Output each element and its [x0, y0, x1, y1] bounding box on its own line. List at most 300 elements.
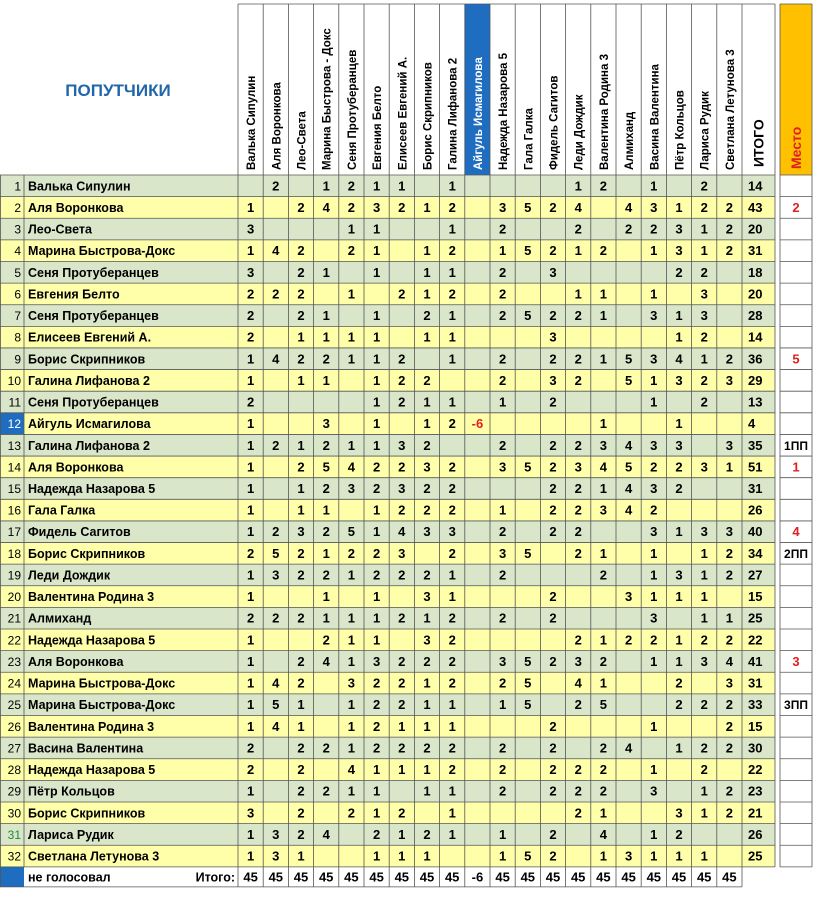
table-row [0, 218, 775, 240]
table-row [0, 564, 775, 586]
row-index: 24 [7, 676, 21, 691]
row-index: 22 [7, 633, 21, 648]
vote-cell: 3 [347, 480, 356, 496]
vote-cell: 2 [549, 502, 557, 518]
vote-cell: 1 [246, 653, 255, 669]
vote-cell: 2 [725, 740, 734, 756]
footer-total: 45 [646, 869, 662, 885]
vote-cell: 4 [624, 502, 633, 518]
vote-cell: 2 [448, 459, 456, 475]
vote-cell: 2 [297, 459, 305, 475]
vote-cell: 1 [574, 178, 582, 194]
vote-cell: 3 [498, 199, 507, 215]
row-name: Васина Валентина [28, 741, 144, 756]
vote-cell: 1 [498, 697, 507, 713]
vote-cell: 1 [322, 178, 330, 194]
row-index: 2 [14, 200, 21, 215]
vote-cell: 1 [725, 459, 734, 475]
vote-cell: 2 [246, 394, 255, 410]
vote-cell: 2 [297, 545, 305, 561]
vote-cell: 2 [498, 740, 507, 756]
vote-cell: 2 [322, 783, 330, 799]
vote-cell: 2 [599, 783, 608, 799]
vote-cell: 1 [246, 697, 255, 713]
place-cell [780, 824, 812, 846]
row-total: 13 [748, 394, 763, 410]
vote-cell: 2 [423, 567, 431, 583]
vote-cell: 5 [524, 308, 532, 324]
vote-cell: 2 [297, 805, 305, 821]
vote-cell: 2 [246, 545, 255, 561]
vote-cell: 2 [372, 545, 381, 561]
row-total: 25 [748, 610, 763, 626]
vote-cell: 2 [574, 783, 582, 799]
row-total: 35 [748, 437, 763, 453]
vote-cell: 2 [272, 610, 280, 626]
vote-cell: 4 [322, 199, 330, 215]
vote-cell: 2 [322, 567, 330, 583]
row-total: 31 [748, 243, 763, 259]
row-index: 7 [14, 309, 21, 324]
vote-cell: 3 [246, 805, 255, 821]
row-place: 3 [792, 653, 800, 669]
vote-cell: 1 [675, 524, 683, 540]
vote-cell: 5 [524, 545, 532, 561]
row-total: 15 [748, 718, 763, 734]
vote-cell: 2 [372, 718, 381, 734]
column-header: Айгуль Исмагилова [472, 57, 485, 170]
vote-cell: 2 [297, 308, 305, 324]
vote-cell: 4 [574, 199, 582, 215]
vote-cell: 3 [650, 610, 658, 626]
vote-cell: 2 [498, 783, 507, 799]
row-index: 8 [14, 330, 21, 345]
vote-cell: 2 [700, 394, 708, 410]
vote-cell: 2 [272, 286, 280, 302]
vote-cell: 2 [398, 567, 406, 583]
vote-cell: 1 [448, 589, 456, 605]
vote-cell: 1 [246, 632, 255, 648]
vote-cell: 1 [246, 372, 255, 388]
row-name: Леди Дождик [28, 568, 111, 583]
row-index: 25 [7, 698, 21, 713]
vote-cell: 3 [347, 675, 356, 691]
vote-cell: 1 [700, 610, 708, 626]
vote-cell: 1 [448, 178, 456, 194]
row-name: Надежда Назарова 5 [28, 481, 156, 496]
vote-cell: 1 [448, 308, 456, 324]
column-header: Леди Дождик [573, 94, 586, 170]
vote-cell: 2 [599, 740, 608, 756]
vote-cell: 1 [297, 718, 305, 734]
vote-cell: 1 [372, 848, 381, 864]
row-total: 18 [748, 264, 763, 280]
vote-cell: 1 [372, 329, 381, 345]
vote-cell: 1 [700, 589, 708, 605]
row-name: Аля Воронкова [28, 654, 124, 669]
vote-cell: 2 [725, 545, 734, 561]
vote-cell: 1 [372, 351, 381, 367]
row-total: 29 [748, 372, 763, 388]
vote-cell: 3 [725, 675, 734, 691]
vote-cell: 2 [549, 826, 557, 842]
vote-cell: 2 [574, 221, 582, 237]
vote-cell: 1 [372, 372, 381, 388]
vote-cell: 1 [700, 221, 708, 237]
vote-cell: 3 [423, 589, 431, 605]
vote-cell: 2 [498, 286, 507, 302]
vote-cell: 1 [423, 416, 431, 432]
vote-cell: 1 [423, 264, 431, 280]
vote-cell: 3 [398, 480, 406, 496]
column-header: Аля Воронкова [271, 82, 284, 170]
vote-cell: 2 [700, 740, 708, 756]
footer-total: 45 [545, 869, 561, 885]
vote-cell: 1 [423, 329, 431, 345]
vote-cell: 5 [524, 459, 532, 475]
vote-cell: 1 [347, 286, 356, 302]
vote-cell: 2 [297, 199, 305, 215]
vote-cell: 1 [599, 632, 608, 648]
row-name: Борис Скрипников [28, 352, 146, 367]
row-index: 32 [7, 849, 21, 864]
row-total: 23 [748, 783, 763, 799]
vote-cell: 2 [675, 264, 683, 280]
column-header: Надежда Назарова 5 [498, 52, 511, 170]
row-total: 34 [748, 545, 763, 561]
row-name: Сеня Протуберанцев [28, 265, 159, 280]
vote-cell: 3 [272, 567, 280, 583]
vote-cell: 1 [675, 848, 683, 864]
vote-cell: 1 [297, 329, 305, 345]
vote-cell: 1 [725, 610, 734, 626]
vote-cell: 3 [372, 653, 381, 669]
vote-cell: 2 [246, 610, 255, 626]
vote-cell: 1 [322, 610, 330, 626]
vote-cell: 2 [549, 459, 557, 475]
vote-cell: 3 [246, 264, 255, 280]
vote-cell: 1 [297, 502, 305, 518]
vote-cell: 1 [650, 178, 658, 194]
vote-cell: 1 [650, 826, 658, 842]
vote-cell: 1 [372, 243, 381, 259]
vote-cell: 3 [322, 416, 330, 432]
vote-cell: 2 [398, 459, 406, 475]
vote-cell: 2 [398, 286, 406, 302]
vote-cell: 2 [549, 610, 557, 626]
vote-cell: 5 [624, 372, 633, 388]
vote-cell: 2 [498, 567, 507, 583]
vote-cell: 1 [423, 783, 431, 799]
vote-cell: 2 [372, 826, 381, 842]
vote-cell: 2 [448, 480, 456, 496]
vote-cell: 3 [725, 437, 734, 453]
vote-cell: 1 [675, 589, 683, 605]
vote-cell: 4 [675, 351, 683, 367]
row-name: Валька Сипулин [28, 179, 131, 194]
vote-cell: 1 [599, 480, 608, 496]
vote-cell: 1 [398, 826, 406, 842]
vote-cell: 2 [347, 199, 356, 215]
vote-cell: 2 [297, 783, 305, 799]
vote-cell: 2 [700, 632, 708, 648]
vote-cell: 1 [700, 805, 708, 821]
vote-cell: 3 [675, 437, 683, 453]
table-row [0, 780, 775, 802]
vote-cell: 2 [398, 740, 406, 756]
vote-cell: 3 [700, 524, 708, 540]
row-total: 26 [748, 502, 763, 518]
vote-cell: 3 [650, 308, 658, 324]
place-cell [780, 283, 812, 305]
vote-cell: 2 [347, 243, 356, 259]
vote-cell: 2 [322, 740, 330, 756]
vote-cell: 5 [347, 524, 356, 540]
vote-cell: 1 [372, 221, 381, 237]
row-name: Марина Быстрова-Докс [28, 244, 176, 259]
vote-cell: 1 [372, 805, 381, 821]
vote-cell: 1 [398, 178, 406, 194]
footer-itogo: Итого: [195, 870, 235, 885]
vote-cell: 2 [700, 329, 708, 345]
vote-cell: 1 [347, 329, 356, 345]
vote-cell: 1 [246, 826, 255, 842]
vote-cell: 1 [675, 653, 683, 669]
vote-cell: 2 [498, 675, 507, 691]
footer-total: 45 [344, 869, 359, 885]
footer-total: 45 [419, 869, 435, 885]
row-total: 43 [748, 199, 763, 215]
row-name: Борис Скрипников [28, 806, 146, 821]
vote-cell: 1 [448, 567, 456, 583]
row-name: Надежда Назарова 5 [28, 763, 156, 778]
vote-cell: 2 [423, 502, 431, 518]
vote-cell: 4 [398, 524, 406, 540]
vote-cell: 2 [675, 480, 683, 496]
footer-total: 45 [444, 869, 460, 885]
vote-cell: 1 [372, 783, 381, 799]
vote-cell: 1 [372, 762, 381, 778]
vote-cell: 1 [347, 437, 356, 453]
column-header: Валька Сипулин [246, 75, 259, 170]
vote-cell: 2 [448, 416, 456, 432]
vote-cell: 2 [574, 697, 582, 713]
row-total: 14 [748, 178, 763, 194]
vote-cell: 2 [549, 351, 557, 367]
vote-cell: 1 [246, 718, 255, 734]
vote-cell: 3 [372, 199, 381, 215]
vote-cell: 3 [624, 589, 633, 605]
vote-cell: 2 [498, 372, 507, 388]
vote-cell: 1 [322, 308, 330, 324]
vote-cell: 2 [297, 740, 305, 756]
vote-cell: 2 [574, 372, 582, 388]
row-total: 31 [748, 675, 763, 691]
vote-cell: 2 [498, 221, 507, 237]
vote-cell: 5 [524, 675, 532, 691]
vote-cell: 2 [498, 308, 507, 324]
place-cell [780, 780, 812, 802]
vote-cell: 2 [322, 632, 330, 648]
footer-total: 45 [293, 869, 309, 885]
vote-cell: 3 [549, 372, 557, 388]
vote-cell: 1 [398, 848, 406, 864]
vote-cell: 2 [725, 351, 734, 367]
row-total: 27 [748, 567, 763, 583]
vote-cell: 2 [448, 762, 456, 778]
vote-cell: 2 [700, 762, 708, 778]
vote-cell: 2 [297, 826, 305, 842]
vote-cell: 1 [498, 826, 507, 842]
vote-cell: 2 [574, 762, 582, 778]
vote-cell: 2 [448, 632, 456, 648]
row-name: Надежда Назарова 5 [28, 633, 156, 648]
vote-cell: 2 [574, 805, 582, 821]
footer-total: 45 [671, 869, 687, 885]
vote-cell: 2 [675, 826, 683, 842]
vote-cell: 3 [574, 653, 582, 669]
footer-total: 45 [318, 869, 334, 885]
vote-cell: 1 [700, 545, 708, 561]
column-header: Светлана Летунова 3 [724, 49, 737, 170]
vote-cell: 1 [650, 243, 658, 259]
vote-cell: 2 [725, 697, 734, 713]
row-index: 13 [7, 438, 21, 453]
vote-cell: 1 [675, 329, 683, 345]
vote-cell: 2 [423, 480, 431, 496]
vote-cell: 3 [700, 286, 708, 302]
row-index: 17 [7, 525, 21, 540]
vote-cell: 1 [599, 416, 608, 432]
vote-cell: 1 [650, 589, 658, 605]
vote-cell: 5 [624, 351, 633, 367]
column-header: Марина Быстрова - Докс [321, 28, 334, 170]
row-name: Фидель Сагитов [28, 525, 131, 540]
place-cell [780, 672, 812, 694]
vote-cell: 2 [549, 308, 557, 324]
place-cell [780, 564, 812, 586]
vote-cell: 1 [372, 437, 381, 453]
place-cell [780, 845, 812, 867]
vote-cell: 2 [246, 329, 255, 345]
vote-cell: 2 [448, 199, 456, 215]
vote-cell: 4 [599, 459, 608, 475]
vote-cell: 2 [675, 459, 683, 475]
row-name: Айгуль Исмагилова [28, 417, 151, 432]
vote-cell: 2 [246, 286, 255, 302]
vote-cell: 1 [448, 394, 456, 410]
vote-cell: 3 [675, 372, 683, 388]
vote-cell: 2 [624, 221, 633, 237]
row-index: 21 [7, 611, 21, 626]
vote-cell: 1 [297, 372, 305, 388]
vote-cell: 1 [297, 480, 305, 496]
vote-cell: 4 [624, 740, 633, 756]
vote-cell: 1 [246, 416, 255, 432]
row-total: 15 [748, 589, 763, 605]
row-index: 11 [8, 395, 21, 410]
vote-cell: 1 [372, 264, 381, 280]
column-header: Фидель Сагитов [548, 75, 561, 170]
vote-cell: 4 [347, 762, 356, 778]
vote-cell: 1 [322, 545, 330, 561]
vote-cell: 1 [650, 372, 658, 388]
vote-cell: 2 [423, 308, 431, 324]
vote-cell: 3 [650, 199, 658, 215]
vote-cell: 5 [624, 459, 633, 475]
vote-cell: 5 [599, 697, 608, 713]
vote-cell: 2 [398, 653, 406, 669]
vote-cell: 1 [246, 848, 255, 864]
vote-cell: 2 [372, 480, 381, 496]
vote-cell: 2 [498, 762, 507, 778]
vote-cell: 4 [599, 826, 608, 842]
vote-cell: 2 [624, 632, 633, 648]
row-index: 12 [7, 417, 21, 432]
vote-cell: 5 [524, 199, 532, 215]
vote-cell: 2 [725, 567, 734, 583]
vote-cell: 2 [297, 351, 305, 367]
vote-cell: 1 [398, 718, 406, 734]
vote-cell: 5 [272, 545, 280, 561]
vote-cell: 2 [423, 826, 431, 842]
table-row [0, 499, 775, 521]
row-total: 36 [748, 351, 763, 367]
vote-cell: 2 [272, 437, 280, 453]
vote-cell: 1 [372, 610, 381, 626]
row-total: 40 [748, 524, 763, 540]
vote-cell: 1 [675, 199, 683, 215]
vote-cell: 1 [347, 351, 356, 367]
column-header: Гала Галка [523, 108, 536, 170]
vote-cell: 1 [246, 480, 255, 496]
vote-cell: 1 [322, 372, 330, 388]
vote-cell: 5 [524, 653, 532, 669]
vote-cell: 1 [372, 394, 381, 410]
vote-cell: 1 [423, 848, 431, 864]
footer-total: 45 [495, 869, 510, 885]
vote-cell: 1 [448, 351, 456, 367]
vote-cell: 3 [700, 459, 708, 475]
vote-cell: 1 [650, 762, 658, 778]
row-index: 23 [7, 654, 21, 669]
place-cell [780, 413, 812, 435]
vote-cell: 2 [700, 199, 708, 215]
vote-cell: 2 [700, 264, 708, 280]
vote-cell: 2 [549, 762, 557, 778]
vote-cell: 2 [448, 243, 456, 259]
row-index: 27 [7, 741, 21, 756]
vote-cell: 1 [599, 308, 608, 324]
row-name: Лео-Света [28, 222, 92, 237]
footer-total: 45 [722, 869, 737, 885]
row-index: 20 [7, 590, 21, 605]
vote-cell: 2 [549, 589, 557, 605]
footer-total: -6 [471, 869, 484, 885]
vote-cell: 1 [423, 394, 431, 410]
vote-cell: 2 [700, 372, 708, 388]
vote-cell: 1 [372, 632, 381, 648]
vote-cell: 1 [574, 243, 582, 259]
column-header: Лариса Рудик [699, 91, 712, 170]
row-name: Марина Быстрова-Докс [28, 676, 176, 691]
vote-cell: 4 [624, 480, 633, 496]
vote-cell: 4 [272, 243, 280, 259]
vote-cell: 1 [498, 394, 507, 410]
vote-cell: 1 [675, 308, 683, 324]
vote-cell: 2 [599, 762, 608, 778]
row-index: 3 [14, 222, 21, 237]
